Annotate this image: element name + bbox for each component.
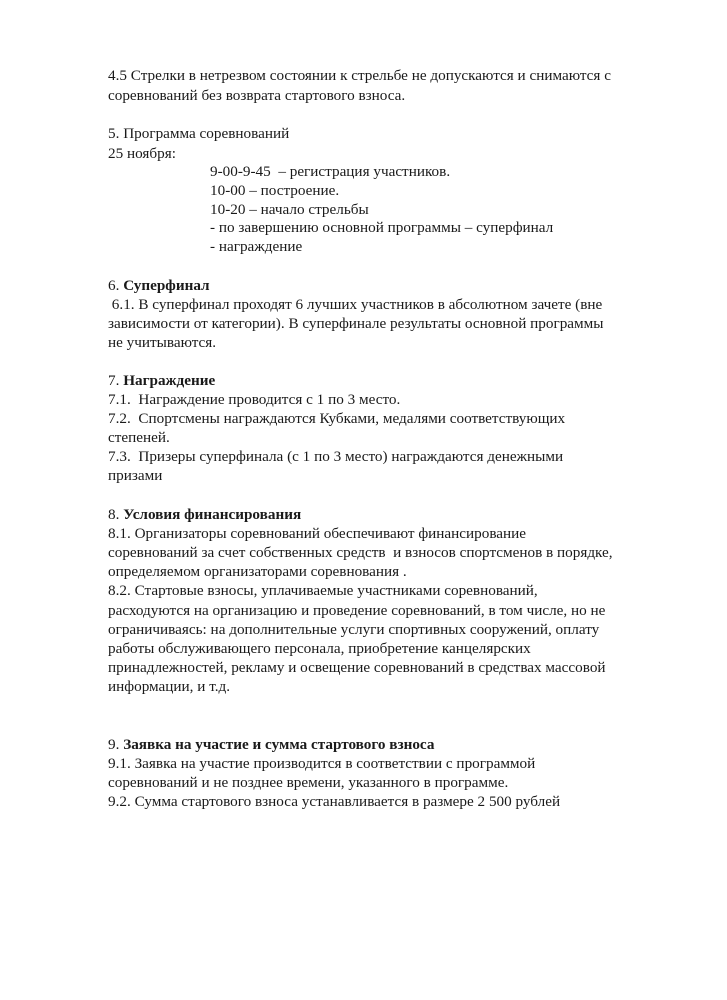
s8-line-1: 8.1. Организаторы соревнований обеспечивают финансирование xyxy=(108,525,527,542)
s5-item-4: - по завершению основной программы – суперфинал xyxy=(210,219,554,236)
s6-title: Суперфинал xyxy=(123,277,210,294)
s8-line-3: определяемом организаторами соревнования . xyxy=(108,563,407,580)
s6-line-1: 6.1. В суперфинал проходят 6 лучших участников в абсолютном зачете (вне xyxy=(108,296,603,313)
s9-heading xyxy=(108,735,434,754)
s8-title: Условия финансирования xyxy=(123,506,302,523)
s8-line-8: принадлежностей, рекламу и освещение соревнований в средствах массовой xyxy=(108,659,606,676)
s5-item-3: 10-20 – начало стрельбы xyxy=(210,201,369,218)
s5-item-1: 9-00-9-45 – регистрация участников. xyxy=(210,163,451,180)
s6-heading xyxy=(108,276,210,295)
s5-heading: 5. Программа соревнований xyxy=(108,125,290,142)
s9-number: 9. xyxy=(108,736,124,753)
s9-line-3: 9.2. Сумма стартового взноса устанавливается в размере 2 500 рублей xyxy=(108,793,561,810)
s8-line-6: ограничиваясь: на дополнительные услуги спортивных сооружений, оплату xyxy=(108,621,600,638)
s8-number: 8. xyxy=(108,506,124,523)
s7-line-2: 7.2. Спортсмены награждаются Кубками, медалями соответствующих xyxy=(108,410,566,427)
s6-line-2: зависимости от категории). В суперфинале результаты основной программы xyxy=(108,315,604,332)
s8-line-5: расходуются на организацию и проведение соревнований, в том числе, но не xyxy=(108,602,606,619)
s8-line-7: работы обслуживающего персонала, приобретение канцелярских xyxy=(108,640,531,657)
s7-line-1: 7.1. Награждение проводится с 1 по 3 место. xyxy=(108,391,401,408)
s6-line-3: не учитываются. xyxy=(108,334,217,351)
s9-line-1: 9.1. Заявка на участие производится в соответствии с программой xyxy=(108,755,536,772)
s4-line-1: 4.5 Стрелки в нетрезвом состоянии к стрельбе не допускаются и снимаются с xyxy=(108,67,611,84)
s5-item-2: 10-00 – построение. xyxy=(210,182,340,199)
s8-line-4: 8.2. Стартовые взносы, уплачиваемые участниками соревнований, xyxy=(108,582,538,599)
s8-line-9: информации, и т.д. xyxy=(108,678,231,695)
s7-line-5: призами xyxy=(108,467,163,484)
s7-heading xyxy=(108,371,215,390)
s5-item-5: - награждение xyxy=(210,238,303,255)
s9-line-2: соревнований и не позднее времени, указанного в программе. xyxy=(108,774,509,791)
s7-line-4: 7.3. Призеры суперфинала (с 1 по 3 место) награждаются денежными xyxy=(108,448,564,465)
s6-number: 6. xyxy=(108,277,124,294)
s4-line-2: соревнований без возврата стартового взноса. xyxy=(108,87,406,104)
s5-date: 25 ноября: xyxy=(108,145,176,162)
s7-number: 7. xyxy=(108,372,124,389)
s7-title: Награждение xyxy=(123,372,216,389)
s8-line-2: соревнований за счет собственных средств и взносов спортсменов в порядке, xyxy=(108,544,613,561)
s9-title: Заявка на участие и сумма стартового взноса xyxy=(123,736,435,753)
s7-line-3: степеней. xyxy=(108,429,170,446)
s8-heading xyxy=(108,505,301,524)
